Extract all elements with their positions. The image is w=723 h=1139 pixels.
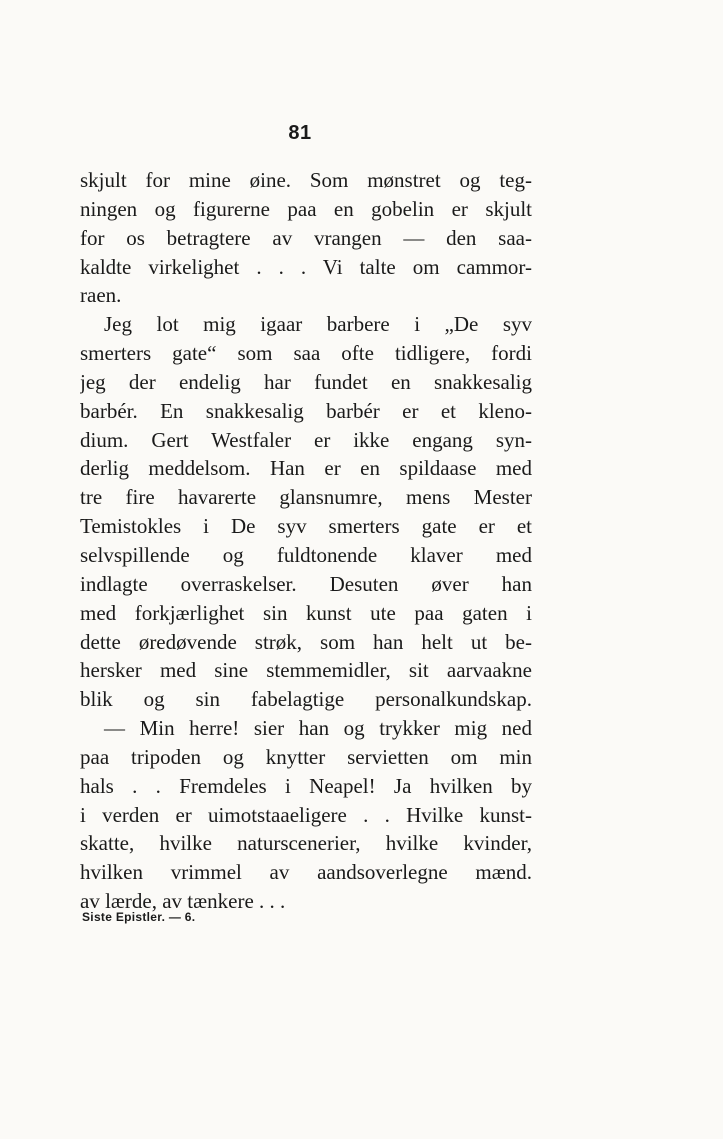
text-line: med forkjærlighet sin kunst ute paa gaten i — [80, 600, 532, 625]
text-line: — Min herre! sier han og trykker mig ned — [104, 716, 532, 741]
text-line: hvilken vrimmel av aandsoverlegne mænd. — [80, 860, 532, 885]
text-line: selvspillende og fuldtonende klaver med — [80, 542, 532, 567]
text-line: for os betragtere av vrangen — den saa- — [80, 225, 532, 250]
text-line: i verden er uimotstaaeligere . . Hvilke kunst- — [80, 802, 532, 827]
body-text — [80, 166, 532, 916]
text-line: raen. — [80, 283, 122, 308]
text-line: Temistokles i De syv smerters gate er et — [80, 514, 532, 539]
text-line: smerters gate“ som saa ofte tidligere, fordi — [80, 341, 532, 366]
text-line: Jeg lot mig igaar barbere i „De syv — [104, 312, 532, 337]
text-line: hals . . Fremdeles i Neapel! Ja hvilken by — [80, 773, 532, 798]
text-line: paa tripoden og knytter servietten om min — [80, 744, 532, 769]
text-line: hersker med sine stemmemidler, sit aarvaakne — [80, 658, 532, 683]
text-line: skatte, hvilke naturscenerier, hvilke kvinder, — [80, 831, 532, 856]
text-line: blik og sin fabelagtige personalkundskap. — [80, 687, 532, 712]
text-line: indlagte overraskelser. Desuten øver han — [80, 571, 532, 596]
text-line: kaldte virkelighet . . . Vi talte om cammor- — [80, 254, 532, 279]
text-line: ningen og figurerne paa en gobelin er skjult — [80, 196, 532, 221]
text-line: jeg der endelig har fundet en snakkesalig — [80, 369, 532, 394]
text-line: dette øredøvende strøk, som han helt ut be- — [80, 629, 532, 654]
text-line: av lærde, av tænkere . . . — [80, 889, 286, 914]
text-line: derlig meddelsom. Han er en spildaase med — [80, 456, 532, 481]
text-line: dium. Gert Westfaler er ikke engang syn- — [80, 427, 532, 452]
printer-signature: Siste Epistler. — 6. — [82, 910, 196, 924]
text-line: skjult for mine øine. Som mønstret og teg- — [80, 168, 532, 192]
text-line: barbér. En snakkesalig barbér er et kleno- — [80, 398, 532, 423]
text-line: tre fire havarerte glansnumre, mens Mester — [80, 485, 532, 510]
page-number: 81 — [288, 122, 312, 144]
